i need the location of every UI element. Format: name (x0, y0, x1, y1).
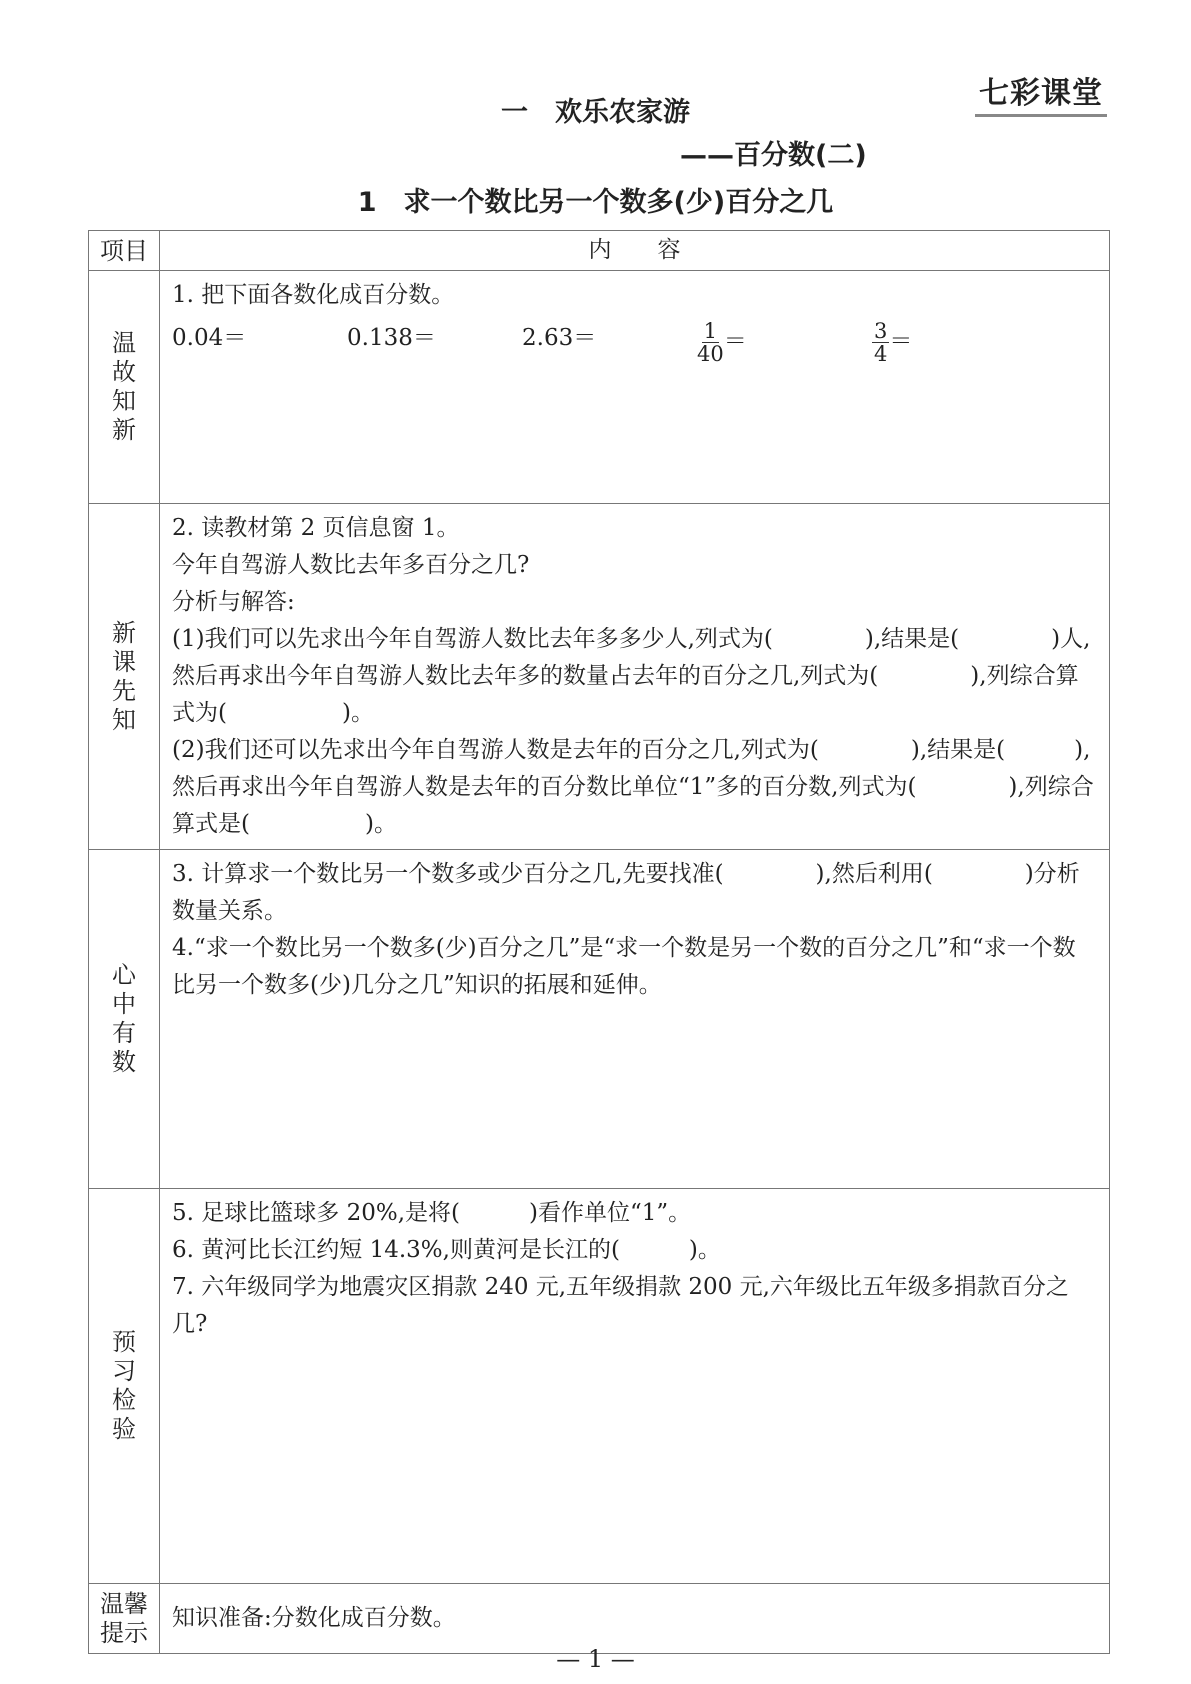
item-d: $\frac{1}{40}$ ＝ (697, 319, 747, 366)
item-b: 0.138＝ (347, 325, 436, 351)
question-4: 4.“求一个数比另一个数多(少)百分之几”是“求一个数是另一个数的百分之几”和“求一个数比另一个数多(少)几分之几”知识的拓展和延伸。 (172, 935, 1076, 998)
row-content-tip (160, 1584, 1110, 1654)
row-content-preview (160, 504, 1110, 850)
analysis-label: 分析与解答: (172, 589, 295, 615)
row-content-review (160, 271, 1110, 504)
question-6: 6. 黄河比长江约短 14.3%,则黄河是长江的( )。 (172, 1237, 721, 1263)
question-1: 1. 把下面各数化成百分数。 (172, 282, 455, 308)
question-2: 2. 读教材第 2 页信息窗 1。 (172, 515, 460, 541)
worksheet-table (88, 230, 1110, 1654)
item-c: 2.63＝ (522, 325, 597, 351)
unit-title: 一 欢乐农家游 (501, 97, 690, 128)
brand-logo: 七彩课堂 (975, 68, 1107, 117)
row-label: 温故知新 (111, 329, 136, 444)
tip-text: 知识准备:分数化成百分数。 (172, 1605, 456, 1631)
method-2: (2)我们还可以先求出今年自驾游人数是去年的百分之几,列式为( ),结果是( ),然后再求出今年自驾游人数是去年的百分数比单位“1”多的百分数,列式为( ),列综合算式是( )。 (172, 737, 1094, 837)
question-text: 今年自驾游人数比去年多百分之几? (172, 552, 530, 578)
method-1: (1)我们可以先求出今年自驾游人数比去年多多少人,列式为( ),结果是( )人,然后再求出今年自驾游人数比去年多的数量占去年的百分之几,列式为( ),列综合算式为( )。 (172, 626, 1091, 726)
unit-subtitle: ——百分数(二) (680, 140, 867, 171)
row-label: 新课先知 (111, 618, 136, 734)
question-3: 3. 计算求一个数比另一个数多或少百分之几,先要找准( ),然后利用( )分析数量关系。 (172, 861, 1080, 924)
question-7: 7. 六年级同学为地震灾区捐款 240 元,五年级捐款 200 元,六年级比五年级多捐款百分之几? (172, 1274, 1069, 1337)
row-content-summary (160, 850, 1110, 1189)
question-5: 5. 足球比篮球多 20%,是将( )看作单位“1”。 (172, 1200, 692, 1226)
row-label: 温馨提示 (99, 1589, 148, 1647)
item-e: $\frac{3}{4}$ ＝ (874, 319, 913, 366)
page-number: — 1 — (556, 1645, 635, 1673)
row-content-check (160, 1189, 1110, 1584)
lesson-title: 1 求一个数比另一个数多(少)百分之几 (357, 187, 834, 218)
row-label: 预习检验 (111, 1328, 136, 1443)
row-label: 心中有数 (111, 961, 136, 1076)
item-a: 0.04＝ (172, 325, 247, 351)
header-item: 项目 (89, 231, 160, 271)
header-content: 内 容 (160, 231, 1110, 271)
